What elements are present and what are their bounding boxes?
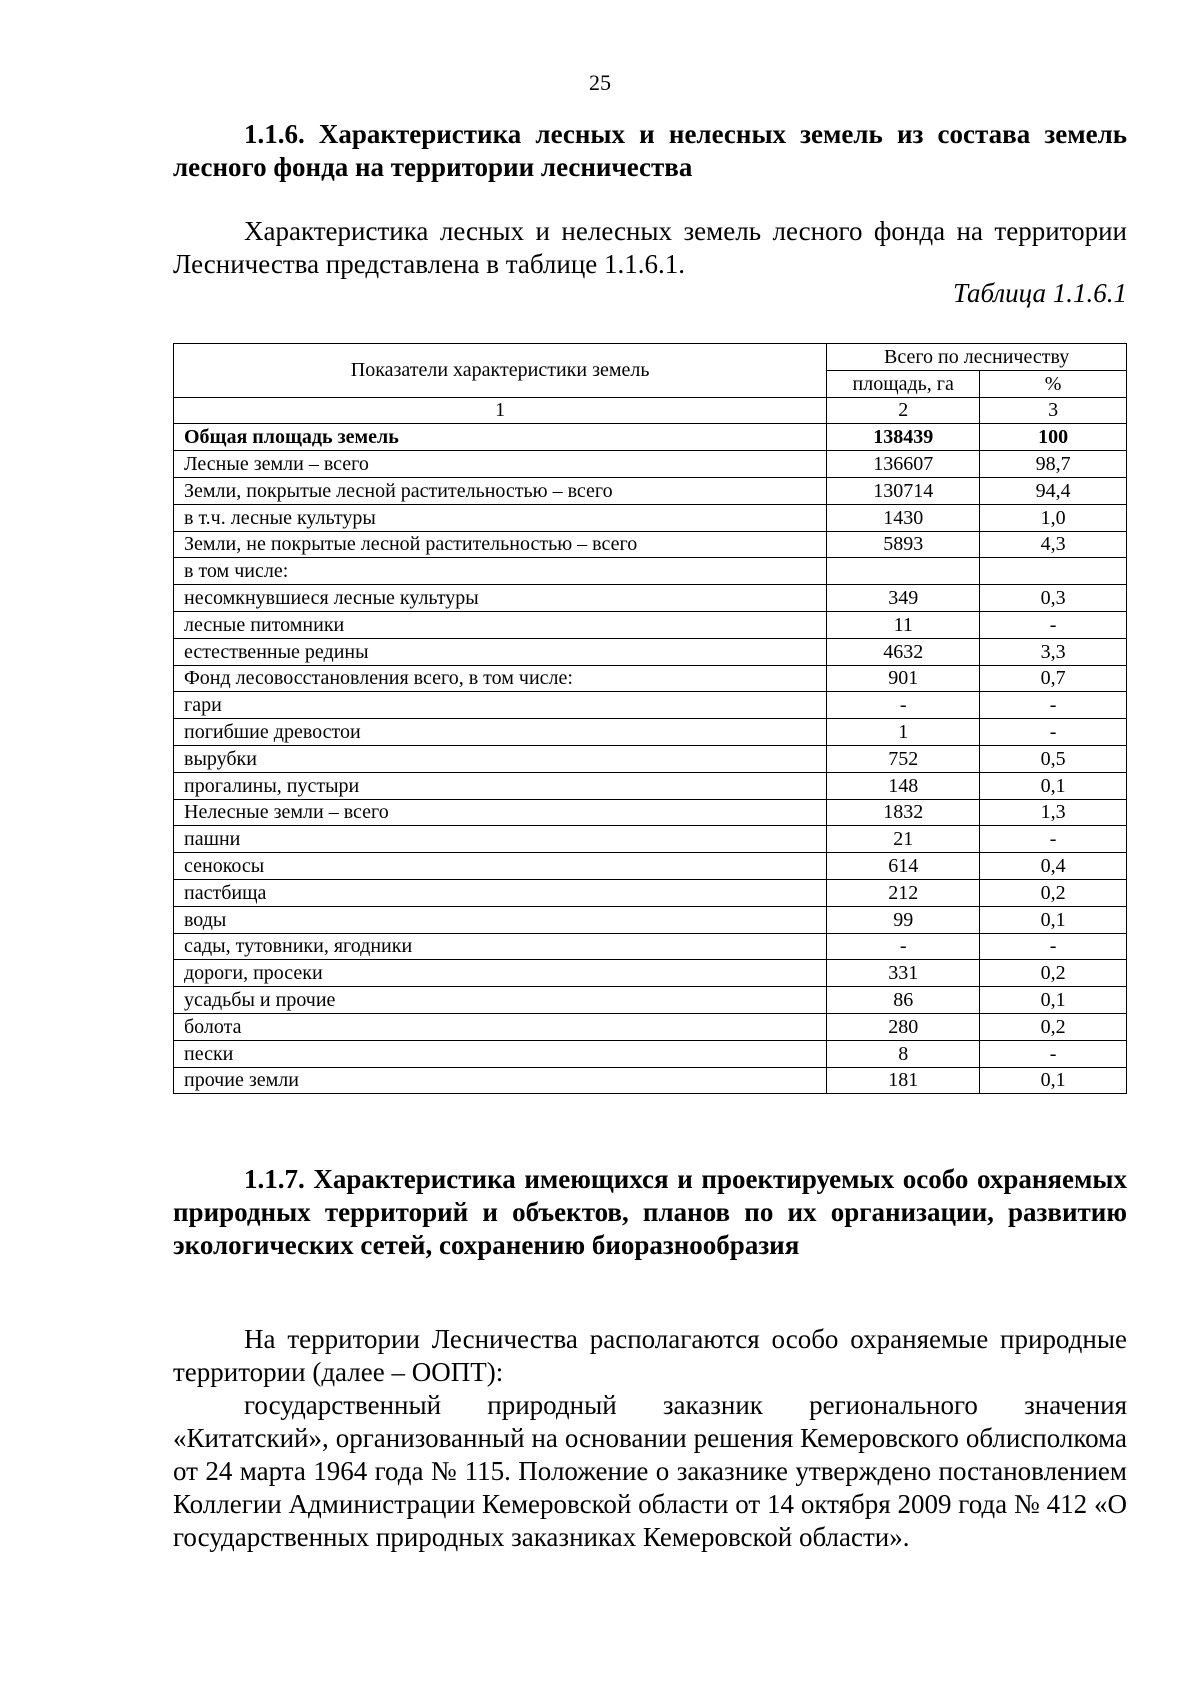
table-row <box>174 1040 1127 1067</box>
section-heading-1-1-6 <box>173 118 1127 184</box>
row-percent: 0,4 <box>980 853 1127 880</box>
table-row <box>174 933 1127 960</box>
row-label: пашни <box>174 826 827 853</box>
land-characteristics-table <box>173 343 1127 1094</box>
section-paragraph: государственный природный заказник регионального значения «Китатский», организованный на основании решения Кемеровского облисполкома от 24 марта 1964 года № 115. Положение о заказнике утверждено постановлением Коллегии Администрации Кемеровской области от 14 октября 2009 года № 412 «О государственных природных заказниках Кемеровской области». <box>173 1390 1127 1552</box>
table-row <box>174 665 1127 692</box>
row-area <box>827 558 980 585</box>
table-row <box>174 1067 1127 1094</box>
row-area: 212 <box>827 879 980 906</box>
row-area: 331 <box>827 960 980 987</box>
row-percent: 0,1 <box>980 987 1127 1014</box>
row-percent: 1,3 <box>980 799 1127 826</box>
section-paragraph: На территории Лесничества располагаются особо охраняемые природные территории (далее – ООПТ): <box>173 1324 1127 1387</box>
table-row <box>174 477 1127 504</box>
table-row <box>174 745 1127 772</box>
table-row <box>174 1013 1127 1040</box>
row-area: 5893 <box>827 531 980 558</box>
row-percent: 0,3 <box>980 585 1127 612</box>
table-header-row <box>174 344 1127 371</box>
row-percent: 1,0 <box>980 504 1127 531</box>
row-percent: 0,1 <box>980 772 1127 799</box>
row-label: вырубки <box>174 745 827 772</box>
table-row <box>174 638 1127 665</box>
row-percent: 100 <box>980 424 1127 451</box>
row-percent: - <box>980 933 1127 960</box>
row-label: естественные редины <box>174 638 827 665</box>
row-percent: 3,3 <box>980 638 1127 665</box>
row-area: 614 <box>827 853 980 880</box>
row-area: 280 <box>827 1013 980 1040</box>
row-percent: - <box>980 692 1127 719</box>
table-row <box>174 987 1127 1014</box>
row-percent: - <box>980 611 1127 638</box>
row-percent: 0,2 <box>980 960 1127 987</box>
row-percent <box>980 558 1127 585</box>
table-row <box>174 531 1127 558</box>
row-area: - <box>827 692 980 719</box>
row-area: 181 <box>827 1067 980 1094</box>
row-area: 11 <box>827 611 980 638</box>
row-label: лесные питомники <box>174 611 827 638</box>
column-number: 2 <box>827 397 980 424</box>
header-group: Всего по лесничеству <box>827 344 1127 371</box>
row-label: усадьбы и прочие <box>174 987 827 1014</box>
table-row <box>174 799 1127 826</box>
table-row <box>174 879 1127 906</box>
row-area: 1430 <box>827 504 980 531</box>
table-caption: Таблица 1.1.6.1 <box>952 278 1127 308</box>
table-row <box>174 826 1127 853</box>
row-percent: - <box>980 826 1127 853</box>
row-area: 1832 <box>827 799 980 826</box>
table-numbering-row <box>174 397 1127 424</box>
row-area: 130714 <box>827 477 980 504</box>
section-heading-1-1-7 <box>173 1163 1127 1262</box>
row-area: 86 <box>827 987 980 1014</box>
table-row <box>174 424 1127 451</box>
row-area: 349 <box>827 585 980 612</box>
row-label: прогалины, пустыри <box>174 772 827 799</box>
row-label: погибшие древостои <box>174 719 827 746</box>
section-heading-text: 1.1.7. Характеристика имеющихся и проектируемых особо охраняемых природных территорий и объектов, планов по их организации, развитию экологических сетей, сохранению биоразнообразия <box>173 1164 1127 1260</box>
row-area: 752 <box>827 745 980 772</box>
row-percent: 94,4 <box>980 477 1127 504</box>
table-row <box>174 585 1127 612</box>
header-indicator: Показатели характеристики земель <box>174 344 827 398</box>
row-label: в т.ч. лесные культуры <box>174 504 827 531</box>
row-label: Земли, не покрытые лесной растительностью – всего <box>174 531 827 558</box>
row-area: 1 <box>827 719 980 746</box>
header-area: площадь, га <box>827 370 980 397</box>
table-row <box>174 719 1127 746</box>
table-row <box>174 692 1127 719</box>
header-percent: % <box>980 370 1127 397</box>
row-label: болота <box>174 1013 827 1040</box>
row-area: 148 <box>827 772 980 799</box>
row-label: дороги, просеки <box>174 960 827 987</box>
row-label: воды <box>174 906 827 933</box>
row-label: Фонд лесовосстановления всего, в том числе: <box>174 665 827 692</box>
row-area: - <box>827 933 980 960</box>
row-percent: 4,3 <box>980 531 1127 558</box>
table-row <box>174 504 1127 531</box>
page-number: 25 <box>589 70 611 95</box>
row-label: гари <box>174 692 827 719</box>
row-area: 8 <box>827 1040 980 1067</box>
row-percent: 98,7 <box>980 451 1127 478</box>
table-row <box>174 451 1127 478</box>
table-row <box>174 558 1127 585</box>
row-area: 138439 <box>827 424 980 451</box>
table-row <box>174 853 1127 880</box>
row-label: Нелесные земли – всего <box>174 799 827 826</box>
row-area: 99 <box>827 906 980 933</box>
row-percent: - <box>980 1040 1127 1067</box>
table-row <box>174 960 1127 987</box>
row-percent: 0,5 <box>980 745 1127 772</box>
row-area: 21 <box>827 826 980 853</box>
row-percent: 0,1 <box>980 906 1127 933</box>
row-label: сады, тутовники, ягодники <box>174 933 827 960</box>
row-label: пески <box>174 1040 827 1067</box>
row-area: 901 <box>827 665 980 692</box>
table-row <box>174 611 1127 638</box>
row-percent: 0,2 <box>980 879 1127 906</box>
row-label: Земли, покрытые лесной растительностью – всего <box>174 477 827 504</box>
section-heading-text: 1.1.6. Характеристика лесных и нелесных земель из состава земель лесного фонда на территории лесничества <box>173 119 1127 182</box>
section-paragraph: Характеристика лесных и нелесных земель лесного фонда на территории Лесничества представлена в таблице 1.1.6.1. <box>173 216 1127 279</box>
row-label: пастбища <box>174 879 827 906</box>
table-row <box>174 906 1127 933</box>
row-label: сенокосы <box>174 853 827 880</box>
row-area: 4632 <box>827 638 980 665</box>
row-label: Общая площадь земель <box>174 424 827 451</box>
column-number: 3 <box>980 397 1127 424</box>
table-row <box>174 772 1127 799</box>
row-area: 136607 <box>827 451 980 478</box>
row-label: прочие земли <box>174 1067 827 1094</box>
row-label: несомкнувшиеся лесные культуры <box>174 585 827 612</box>
row-percent: 0,2 <box>980 1013 1127 1040</box>
row-percent: - <box>980 719 1127 746</box>
row-label: в том числе: <box>174 558 827 585</box>
row-percent: 0,1 <box>980 1067 1127 1094</box>
row-label: Лесные земли – всего <box>174 451 827 478</box>
row-percent: 0,7 <box>980 665 1127 692</box>
column-number: 1 <box>174 397 827 424</box>
